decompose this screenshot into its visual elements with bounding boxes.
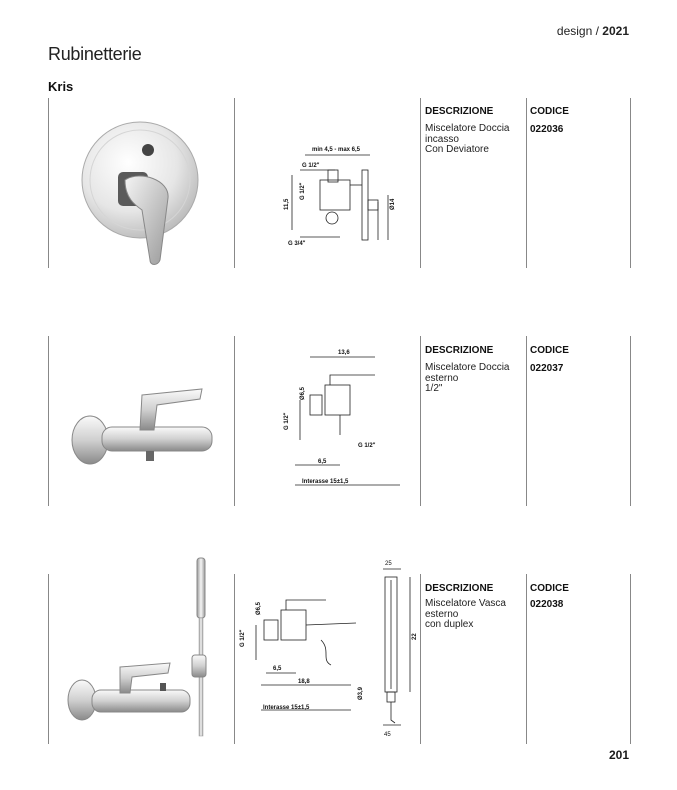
- dim-label: 11,5: [284, 198, 290, 210]
- header-brand: [557, 24, 629, 38]
- dim-label: 18,8: [298, 679, 310, 685]
- product-1-code: 022036: [530, 124, 564, 135]
- product-3-code: 022038: [530, 599, 564, 610]
- divider: [630, 98, 631, 268]
- product-3-desc-label: DESCRIZIONE: [425, 583, 494, 594]
- dim-label: Interasse 15±1,5: [263, 705, 310, 711]
- dim-label: Ø3,9: [358, 686, 364, 700]
- dim-label: min 4,5 - max 6,5: [312, 147, 361, 153]
- product-1-description: Miscelatore Doccia incasso Con Deviatore: [425, 123, 510, 155]
- divider: [630, 574, 631, 744]
- divider: [526, 336, 527, 506]
- product-3-drawing: [236, 585, 361, 715]
- dim-label: 22: [412, 633, 418, 640]
- product-1-image: [80, 110, 210, 270]
- divider: [234, 98, 235, 268]
- page-number: 201: [608, 748, 629, 762]
- product-1-drawing: [280, 140, 410, 250]
- divider: [48, 336, 49, 506]
- dim-label: 13,6: [338, 350, 350, 356]
- dim-label: 45: [384, 732, 391, 738]
- divider: [420, 336, 421, 506]
- year-text: 2021: [602, 24, 629, 38]
- dim-label: G 1/2": [240, 629, 246, 647]
- brand-text: design /: [556, 24, 603, 38]
- section-title: Kris: [48, 79, 74, 94]
- dim-label: G 1/2": [284, 412, 290, 430]
- dim-label: G 3/4": [288, 241, 306, 247]
- divider: [234, 574, 235, 744]
- divider: [420, 98, 421, 268]
- dim-label: Ø6,5: [300, 386, 306, 400]
- dim-label: Ø14: [390, 198, 396, 210]
- product-2-code-label: CODICE: [530, 345, 569, 356]
- product-2-desc-label: DESCRIZIONE: [425, 345, 494, 356]
- product-3-shower-drawing: [355, 555, 420, 740]
- product-1-code-label: CODICE: [530, 106, 569, 117]
- dim-label: G 1/2": [300, 182, 306, 200]
- dim-label: Interasse 15±1,5: [302, 479, 349, 485]
- dim-label: 25: [385, 561, 392, 567]
- dim-label: G 1/2": [302, 163, 320, 169]
- dim-label: G 1/2": [358, 443, 376, 449]
- divider: [48, 98, 49, 268]
- product-2-code: 022037: [530, 363, 564, 374]
- divider: [420, 574, 421, 744]
- product-2-image: [62, 375, 222, 475]
- divider: [630, 336, 631, 506]
- product-3-description: Miscelatore Vasca esterno con duplex: [425, 598, 506, 630]
- page-title: Rubinetterie: [48, 44, 142, 64]
- divider: [234, 336, 235, 506]
- divider: [526, 98, 527, 268]
- dim-label: Ø6,5: [256, 601, 262, 615]
- product-1-desc-label: DESCRIZIONE: [425, 106, 494, 117]
- product-2-drawing: [280, 345, 410, 490]
- product-2-description: Miscelatore Doccia esterno 1/2": [425, 362, 510, 394]
- dim-label: 6,5: [273, 666, 282, 672]
- product-3-code-label: CODICE: [530, 583, 569, 594]
- dim-label: 6,5: [318, 459, 327, 465]
- divider: [48, 574, 49, 744]
- product-3-image: [60, 555, 220, 740]
- divider: [526, 574, 527, 744]
